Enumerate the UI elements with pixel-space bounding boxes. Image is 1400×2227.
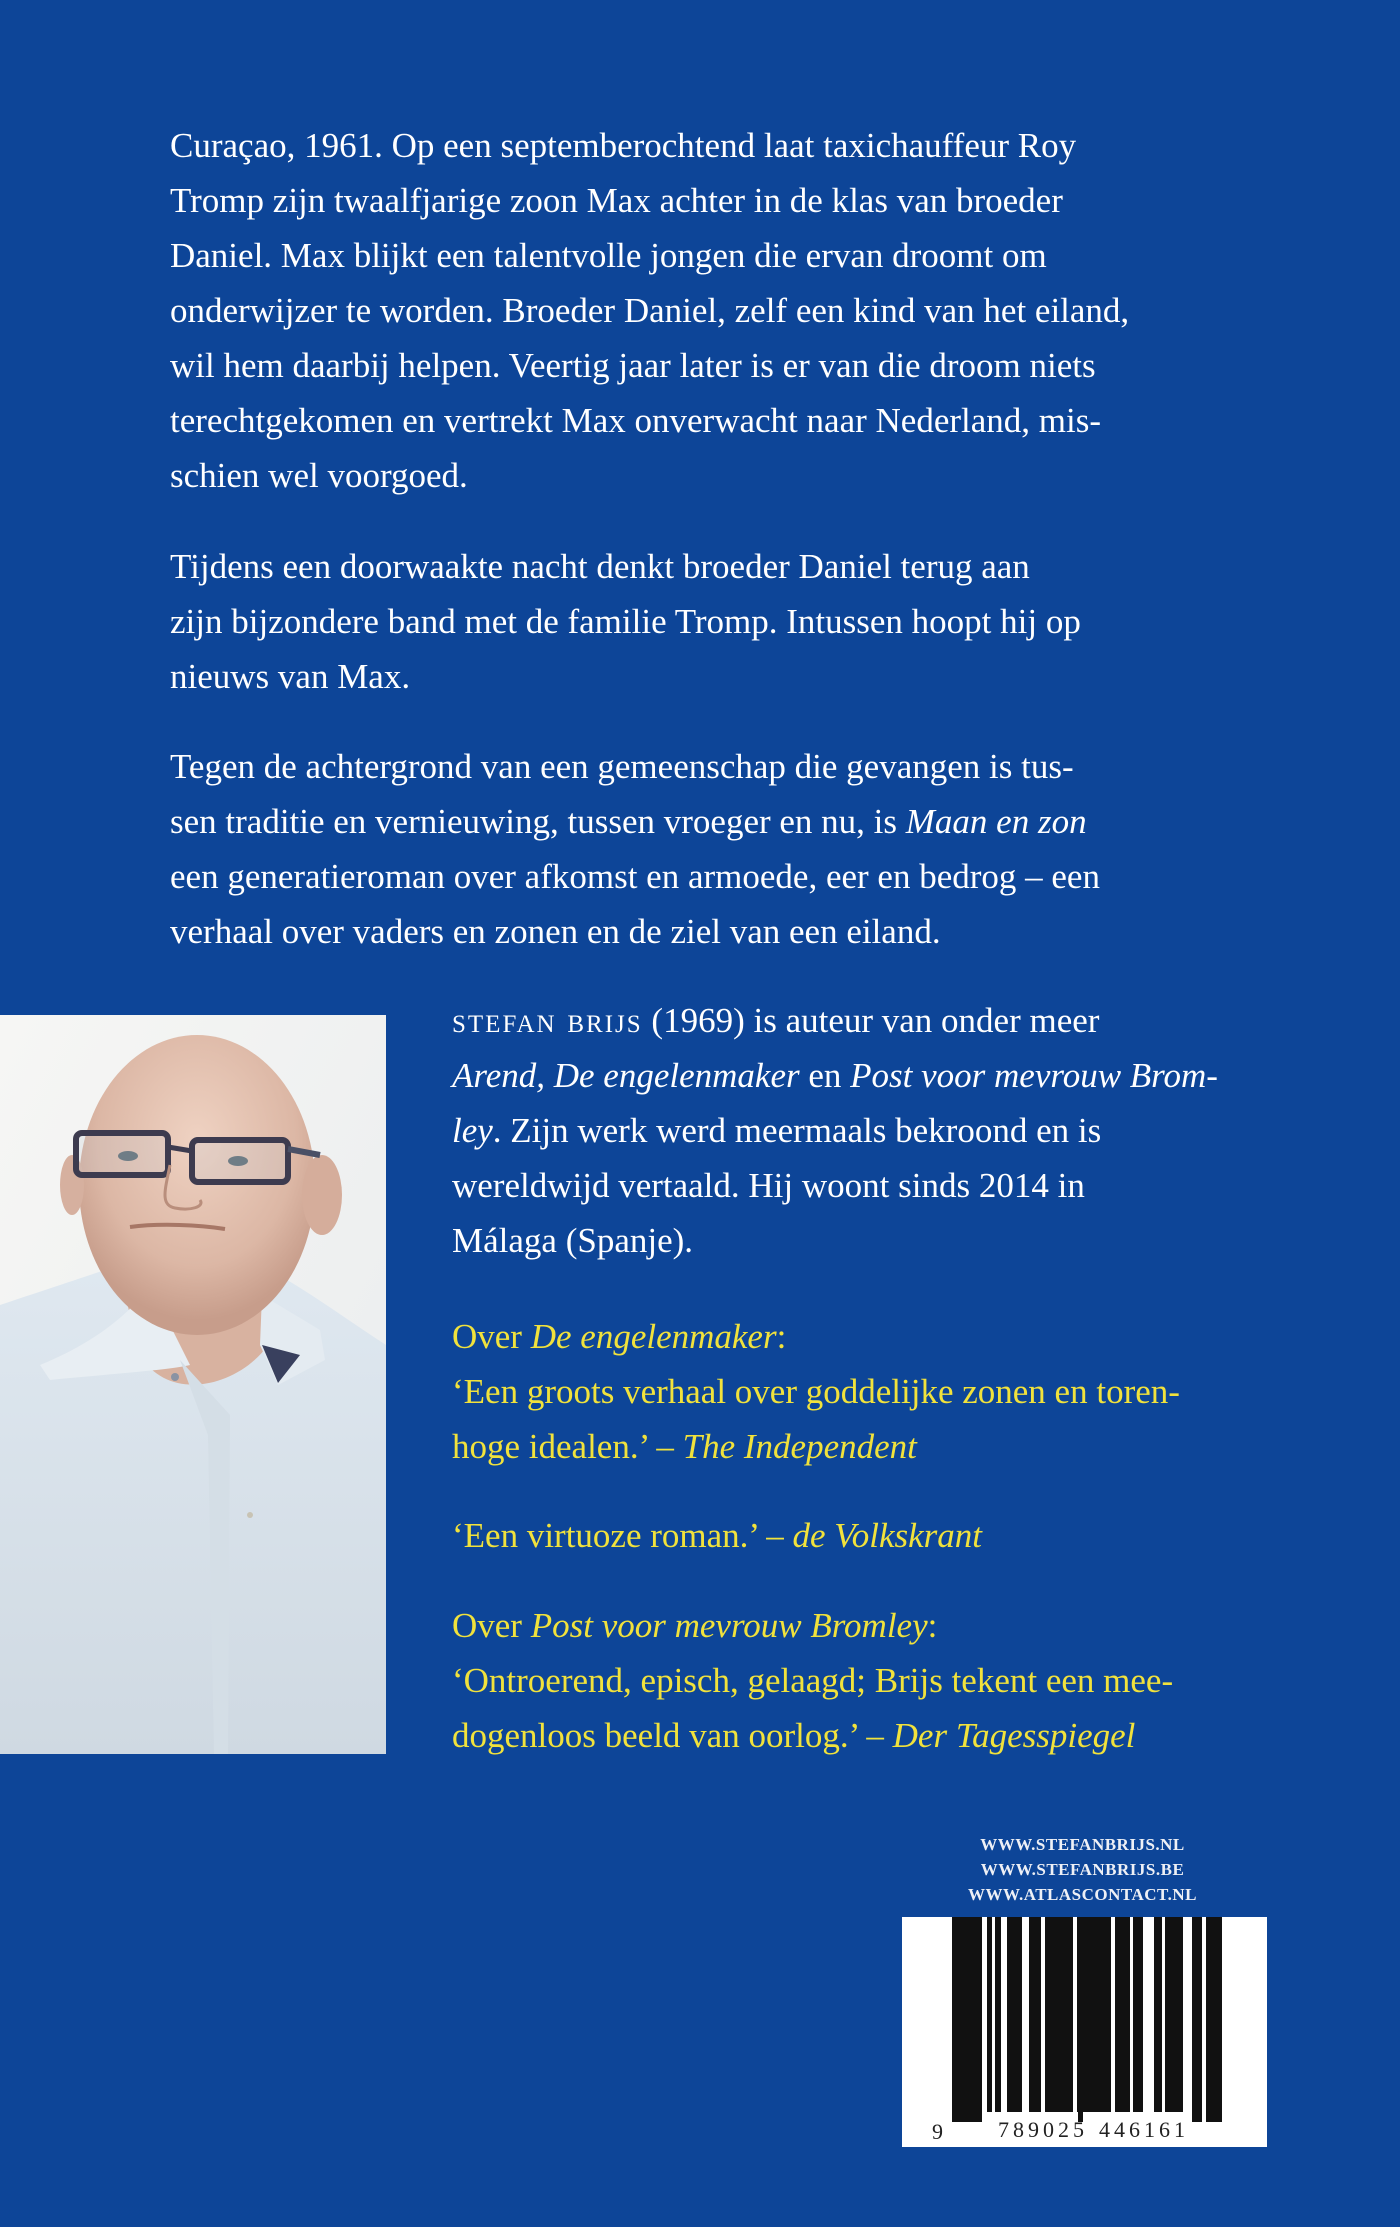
- blurb-line: onderwijzer te worden. Broeder Daniel, zelf een kind van het eiland,: [170, 291, 1130, 330]
- barcode-bar: [1165, 1917, 1183, 2112]
- review-quote-2: [452, 1508, 1272, 1563]
- bio-line: [452, 1103, 1272, 1158]
- barcode-digit-lead: 9: [932, 2119, 943, 2144]
- blurb-line: Tegen de achtergrond van een gemeenschap die gevangen is tus-: [170, 747, 1074, 786]
- author-name: stefan brijs: [452, 1001, 643, 1040]
- book-title: Arend,: [452, 1056, 545, 1095]
- bio-line: [452, 993, 1272, 1048]
- barcode-bar: [1045, 1917, 1073, 2112]
- blurb-paragraph-3: [170, 739, 1270, 959]
- blurb-paragraph-2: [170, 539, 1270, 704]
- barcode-bar: [1115, 1917, 1130, 2112]
- review-quote-1: [452, 1309, 1272, 1474]
- review-text: ‘Ontroerend, episch, gelaagd; Brijs tekent een mee-: [452, 1661, 1174, 1700]
- blurb-line: een generatieroman over afkomst en armoede, eer en bedrog – een: [170, 857, 1100, 896]
- blurb-text: sen traditie en vernieuwing, tussen vroeger en nu, is: [170, 802, 906, 841]
- bio-line: Málaga (Spanje).: [452, 1221, 694, 1260]
- review-source: The Independent: [682, 1427, 917, 1466]
- blurb-line: nieuws van Max.: [170, 657, 411, 696]
- review-intro-text: Over: [452, 1317, 531, 1356]
- review-source: de Volkskrant: [792, 1516, 983, 1555]
- barcode-bar: [1192, 1917, 1202, 2122]
- barcode-bar: [952, 1917, 982, 2122]
- barcode-bar: [1154, 1917, 1162, 2112]
- author-photo: [0, 1015, 386, 1754]
- blurb-line: Tijdens een doorwaakte nacht denkt broeder Daniel terug aan: [170, 547, 1030, 586]
- blurb-line: [170, 794, 1270, 849]
- website-url[interactable]: WWW.STEFANBRIJS.BE: [980, 1860, 1185, 1879]
- review-text: hoge idealen.’ –: [452, 1427, 683, 1466]
- review-text: ‘Een groots verhaal over goddelijke zonen en toren-: [452, 1372, 1180, 1411]
- blurb-line: schien wel voorgoed.: [170, 456, 468, 495]
- book-title: Maan en zon: [905, 802, 1087, 841]
- blurb-line: verhaal over vaders en zonen en de ziel van een eiland.: [170, 912, 941, 951]
- bio-text: en: [799, 1056, 851, 1095]
- bio-text: (1969) is auteur van onder meer: [642, 1001, 1100, 1040]
- barcode-digits-right: 446161: [1099, 2117, 1189, 2142]
- review-source: Der Tagesspiegel: [892, 1716, 1136, 1755]
- barcode-bar: [1029, 1917, 1041, 2112]
- review-quote-3: [452, 1598, 1272, 1763]
- bio-line: [452, 1048, 1272, 1103]
- book-title: Post voor mevrouw Bromley: [530, 1606, 928, 1645]
- website-url[interactable]: WWW.STEFANBRIJS.NL: [980, 1835, 1185, 1854]
- review-text-line: [452, 1419, 1272, 1474]
- book-title: De engelenmaker: [530, 1317, 777, 1356]
- review-text-line: [452, 1508, 1272, 1563]
- website-list: [880, 1832, 1285, 1907]
- barcode-bar: [1206, 1917, 1222, 2122]
- barcode-bar: [1007, 1917, 1022, 2112]
- barcode-bar: [1077, 1917, 1111, 2112]
- barcode-bars: [902, 1917, 1267, 2147]
- website-url[interactable]: WWW.ATLASCONTACT.NL: [968, 1885, 1197, 1904]
- blurb-line: Daniel. Max blijkt een talentvolle jongen die ervan droomt om: [170, 236, 1047, 275]
- barcode-bar: [987, 1917, 992, 2112]
- blurb-line: wil hem daarbij helpen. Veertig jaar later is er van die droom niets: [170, 346, 1096, 385]
- blurb-line: Tromp zijn twaalfjarige zoon Max achter in de klas van broeder: [170, 181, 1063, 220]
- review-intro-text: :: [776, 1317, 787, 1356]
- barcode-digits-left: 789025: [998, 2117, 1088, 2142]
- review-intro-text: :: [927, 1606, 938, 1645]
- review-intro: [452, 1598, 1272, 1653]
- blurb-line: Curaçao, 1961. Op een septemberochtend laat taxichauffeur Roy: [170, 126, 1077, 165]
- barcode-bar: [1133, 1917, 1143, 2112]
- book-title: De engelenmaker: [553, 1056, 800, 1095]
- review-text-line: [452, 1708, 1272, 1763]
- author-portrait-image: [0, 1015, 386, 1754]
- blurb-paragraph-1: [170, 118, 1270, 503]
- book-title: ley: [452, 1111, 493, 1150]
- bio-text: . Zijn werk werd meermaals bekroond en is: [492, 1111, 1102, 1150]
- review-text: dogenloos beeld van oorlog.’ –: [452, 1716, 893, 1755]
- bio-line: wereldwijd vertaald. Hij woont sinds 2014 in: [452, 1166, 1085, 1205]
- author-bio: [452, 993, 1272, 1268]
- barcode-bar: [995, 1917, 1001, 2112]
- isbn-barcode: [902, 1917, 1267, 2147]
- blurb-line: terechtgekomen en vertrekt Max onverwacht naar Nederland, mis-: [170, 401, 1101, 440]
- review-intro-text: Over: [452, 1606, 531, 1645]
- review-text: ‘Een virtuoze roman.’ –: [452, 1516, 793, 1555]
- blurb-line: zijn bijzondere band met de familie Tromp. Intussen hoopt hij op: [170, 602, 1081, 641]
- book-title: Post voor mevrouw Brom-: [850, 1056, 1218, 1095]
- review-intro: [452, 1309, 1272, 1364]
